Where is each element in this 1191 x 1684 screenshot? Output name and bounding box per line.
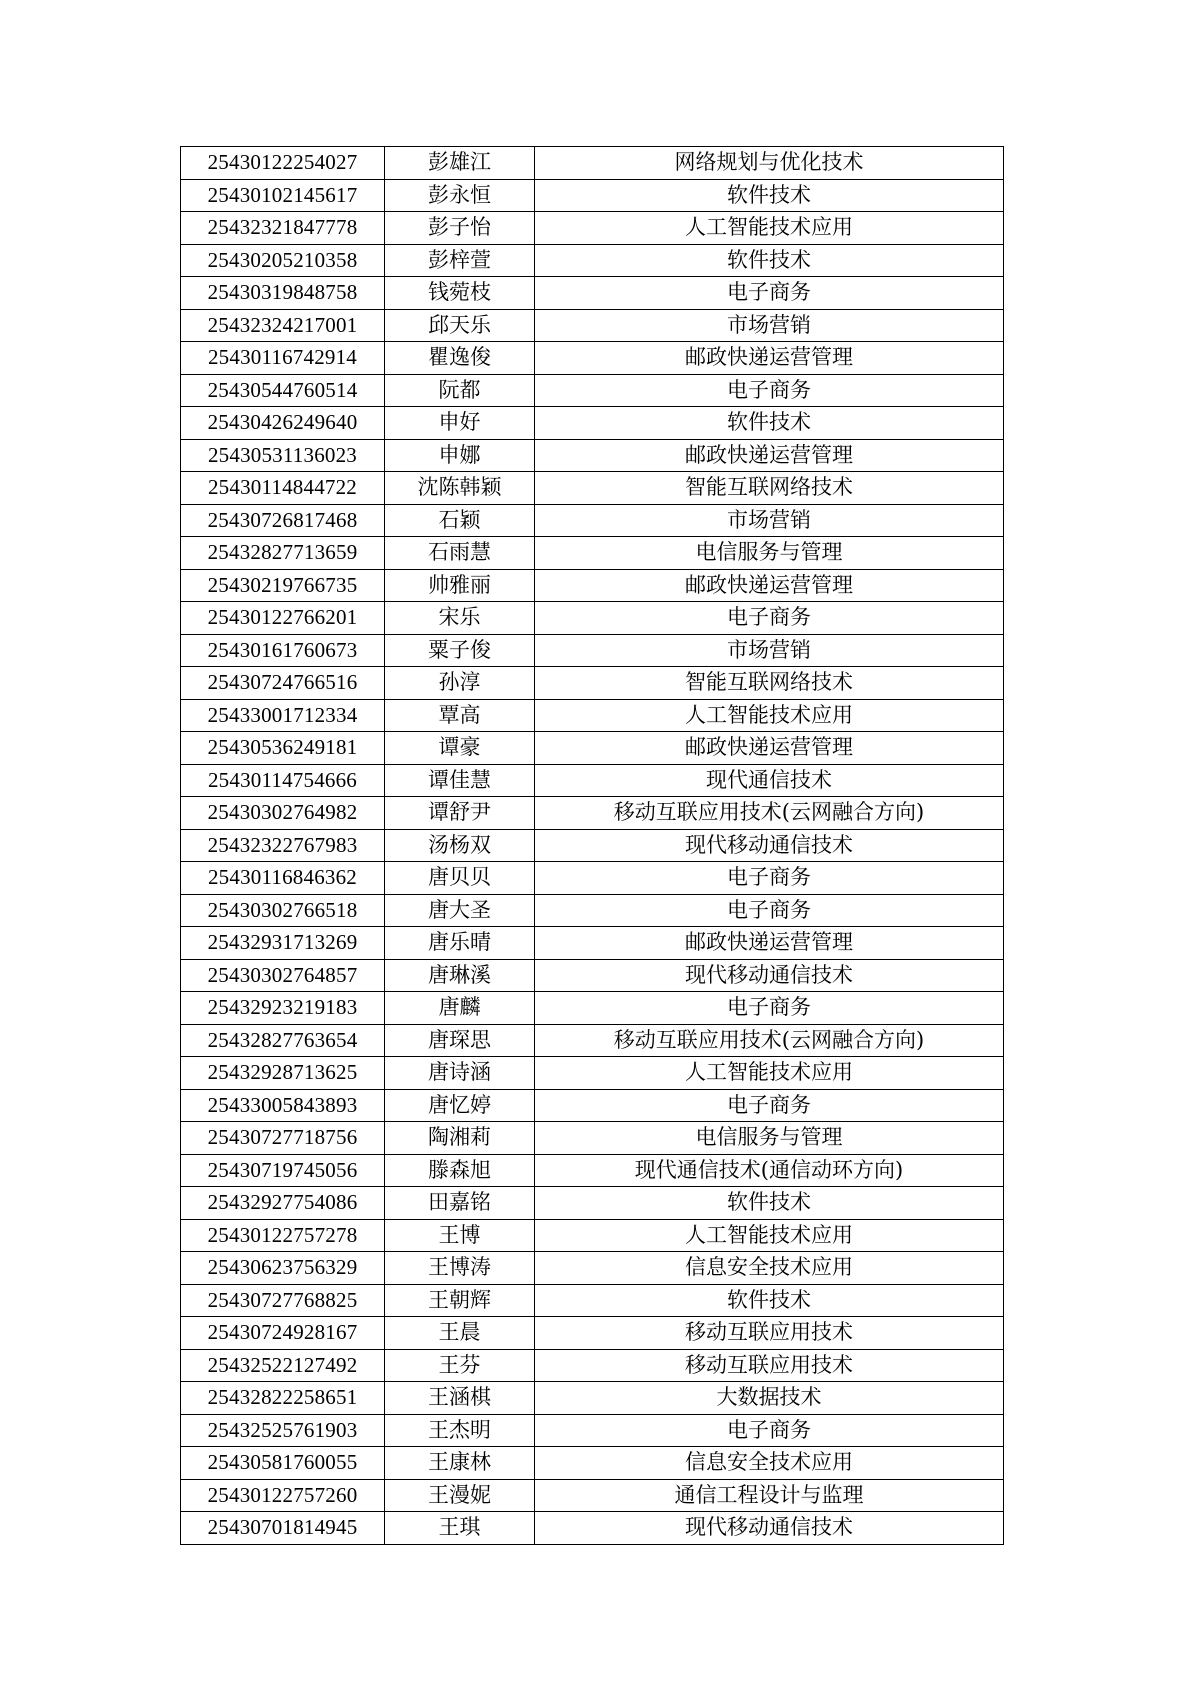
major-cell: 软件技术 [535,1187,1004,1220]
student-id-cell: 25430544760514 [181,374,385,407]
major-cell: 邮政快递运营管理 [535,927,1004,960]
table-row [181,1382,1004,1415]
table-row [181,1414,1004,1447]
student-name-cell: 王芬 [385,1349,535,1382]
student-name-cell: 王琪 [385,1512,535,1545]
student-id-cell: 25432525761903 [181,1414,385,1447]
major-cell: 现代通信技术 [535,764,1004,797]
major-cell: 人工智能技术应用 [535,1219,1004,1252]
student-name-cell: 王晨 [385,1317,535,1350]
student-id-cell: 25432822258651 [181,1382,385,1415]
student-id-cell: 25430302764857 [181,959,385,992]
major-cell: 电子商务 [535,277,1004,310]
table-row [181,244,1004,277]
table-row [181,342,1004,375]
student-name-cell: 谭舒尹 [385,797,535,830]
major-cell: 现代移动通信技术 [535,829,1004,862]
student-id-cell: 25430116742914 [181,342,385,375]
student-id-cell: 25430102145617 [181,179,385,212]
table-row [181,602,1004,635]
student-name-cell: 陶湘莉 [385,1122,535,1155]
table-row [181,1187,1004,1220]
student-name-cell: 彭子怡 [385,212,535,245]
student-name-cell: 谭豪 [385,732,535,765]
table-row [181,1122,1004,1155]
student-id-cell: 25432928713625 [181,1057,385,1090]
major-cell: 网络规划与优化技术 [535,147,1004,180]
student-name-cell: 唐诗涵 [385,1057,535,1090]
student-id-cell: 25430581760055 [181,1447,385,1480]
table-row [181,1317,1004,1350]
student-id-cell: 25433005843893 [181,1089,385,1122]
major-cell: 人工智能技术应用 [535,1057,1004,1090]
student-id-cell: 25430205210358 [181,244,385,277]
student-id-cell: 25433001712334 [181,699,385,732]
major-cell: 市场营销 [535,309,1004,342]
table-row [181,374,1004,407]
student-id-cell: 25430623756329 [181,1252,385,1285]
table-row [181,797,1004,830]
student-name-cell: 彭雄江 [385,147,535,180]
student-name-cell: 宋乐 [385,602,535,635]
table-row [181,569,1004,602]
student-name-cell: 沈陈韩颖 [385,472,535,505]
student-id-cell: 25432322767983 [181,829,385,862]
major-cell: 电子商务 [535,992,1004,1025]
table-row [181,829,1004,862]
table-row [181,894,1004,927]
student-id-cell: 25432522127492 [181,1349,385,1382]
student-name-cell: 谭佳慧 [385,764,535,797]
student-id-cell: 25430122757260 [181,1479,385,1512]
table-row [181,407,1004,440]
major-cell: 电子商务 [535,602,1004,635]
major-cell: 智能互联网络技术 [535,472,1004,505]
table-row [181,699,1004,732]
student-name-cell: 唐贝贝 [385,862,535,895]
student-name-cell: 唐琛思 [385,1024,535,1057]
table-row [181,1284,1004,1317]
major-cell: 智能互联网络技术 [535,667,1004,700]
major-cell: 电子商务 [535,374,1004,407]
table-row [181,537,1004,570]
student-name-cell: 王漫妮 [385,1479,535,1512]
student-id-cell: 25430536249181 [181,732,385,765]
student-id-cell: 25430161760673 [181,634,385,667]
table-row [181,1154,1004,1187]
major-cell: 电子商务 [535,862,1004,895]
table-row [181,667,1004,700]
student-id-cell: 25430724766516 [181,667,385,700]
student-id-cell: 25432321847778 [181,212,385,245]
student-name-cell: 粟子俊 [385,634,535,667]
table-row [181,862,1004,895]
student-id-cell: 25430426249640 [181,407,385,440]
student-id-cell: 25432931713269 [181,927,385,960]
student-id-cell: 25430724928167 [181,1317,385,1350]
student-name-cell: 申好 [385,407,535,440]
student-name-cell: 彭永恒 [385,179,535,212]
student-id-cell: 25432324217001 [181,309,385,342]
student-name-cell: 王博 [385,1219,535,1252]
table-row [181,147,1004,180]
student-name-cell: 石颖 [385,504,535,537]
student-name-cell: 邱天乐 [385,309,535,342]
major-cell: 邮政快递运营管理 [535,439,1004,472]
major-cell: 移动互联应用技术(云网融合方向) [535,1024,1004,1057]
major-cell: 电信服务与管理 [535,1122,1004,1155]
student-id-cell: 25430114754666 [181,764,385,797]
student-id-cell: 25430114844722 [181,472,385,505]
table-row [181,439,1004,472]
student-id-cell: 25430727768825 [181,1284,385,1317]
table-row [181,1024,1004,1057]
table-row [181,634,1004,667]
major-cell: 现代移动通信技术 [535,1512,1004,1545]
major-cell: 移动互联应用技术 [535,1317,1004,1350]
student-name-cell: 王博涛 [385,1252,535,1285]
major-cell: 现代移动通信技术 [535,959,1004,992]
student-id-cell: 25430302764982 [181,797,385,830]
table-row [181,472,1004,505]
student-name-cell: 唐忆婷 [385,1089,535,1122]
student-name-cell: 王涵棋 [385,1382,535,1415]
student-id-cell: 25432927754086 [181,1187,385,1220]
student-id-cell: 25430122757278 [181,1219,385,1252]
major-cell: 市场营销 [535,504,1004,537]
student-name-cell: 汤杨双 [385,829,535,862]
student-id-cell: 25430302766518 [181,894,385,927]
table-row [181,959,1004,992]
major-cell: 邮政快递运营管理 [535,569,1004,602]
major-cell: 信息安全技术应用 [535,1252,1004,1285]
student-name-cell: 石雨慧 [385,537,535,570]
major-cell: 移动互联应用技术 [535,1349,1004,1382]
major-cell: 现代通信技术(通信动环方向) [535,1154,1004,1187]
major-cell: 电子商务 [535,1414,1004,1447]
major-cell: 人工智能技术应用 [535,212,1004,245]
table-row [181,1512,1004,1545]
student-id-cell: 25430727718756 [181,1122,385,1155]
student-id-cell: 25430116846362 [181,862,385,895]
table-row [181,212,1004,245]
major-cell: 电信服务与管理 [535,537,1004,570]
student-id-cell: 25432827763654 [181,1024,385,1057]
table-row [181,1219,1004,1252]
major-cell: 人工智能技术应用 [535,699,1004,732]
student-name-cell: 王康林 [385,1447,535,1480]
table-row [181,992,1004,1025]
table-row [181,179,1004,212]
student-id-cell: 25430122766201 [181,602,385,635]
major-cell: 移动互联应用技术(云网融合方向) [535,797,1004,830]
student-roster-table [180,146,1004,1545]
table-row [181,1349,1004,1382]
major-cell: 邮政快递运营管理 [535,732,1004,765]
student-id-cell: 25432827713659 [181,537,385,570]
student-id-cell: 25430726817468 [181,504,385,537]
major-cell: 大数据技术 [535,1382,1004,1415]
student-name-cell: 唐大圣 [385,894,535,927]
major-cell: 电子商务 [535,894,1004,927]
student-id-cell: 25430219766735 [181,569,385,602]
major-cell: 软件技术 [535,179,1004,212]
student-name-cell: 王杰明 [385,1414,535,1447]
table-row [181,927,1004,960]
student-name-cell: 彭梓萱 [385,244,535,277]
student-name-cell: 钱菀枝 [385,277,535,310]
student-id-cell: 25430531136023 [181,439,385,472]
student-id-cell: 25430701814945 [181,1512,385,1545]
student-name-cell: 阮都 [385,374,535,407]
student-name-cell: 帅雅丽 [385,569,535,602]
student-name-cell: 田嘉铭 [385,1187,535,1220]
student-name-cell: 唐琳溪 [385,959,535,992]
student-id-cell: 25430319848758 [181,277,385,310]
major-cell: 邮政快递运营管理 [535,342,1004,375]
table-row [181,764,1004,797]
table-row [181,1089,1004,1122]
table-row [181,309,1004,342]
major-cell: 市场营销 [535,634,1004,667]
table-row [181,1252,1004,1285]
student-name-cell: 王朝辉 [385,1284,535,1317]
major-cell: 电子商务 [535,1089,1004,1122]
table-row [181,504,1004,537]
student-id-cell: 25430122254027 [181,147,385,180]
student-id-cell: 25432923219183 [181,992,385,1025]
table-row [181,1057,1004,1090]
student-name-cell: 孙淳 [385,667,535,700]
student-name-cell: 申娜 [385,439,535,472]
major-cell: 通信工程设计与监理 [535,1479,1004,1512]
table-row [181,1479,1004,1512]
table-row [181,732,1004,765]
student-id-cell: 25430719745056 [181,1154,385,1187]
major-cell: 软件技术 [535,1284,1004,1317]
table-row [181,277,1004,310]
student-name-cell: 覃高 [385,699,535,732]
student-name-cell: 瞿逸俊 [385,342,535,375]
major-cell: 信息安全技术应用 [535,1447,1004,1480]
student-name-cell: 滕森旭 [385,1154,535,1187]
student-name-cell: 唐麟 [385,992,535,1025]
major-cell: 软件技术 [535,407,1004,440]
roster-body [181,147,1004,1545]
table-row [181,1447,1004,1480]
major-cell: 软件技术 [535,244,1004,277]
student-name-cell: 唐乐晴 [385,927,535,960]
